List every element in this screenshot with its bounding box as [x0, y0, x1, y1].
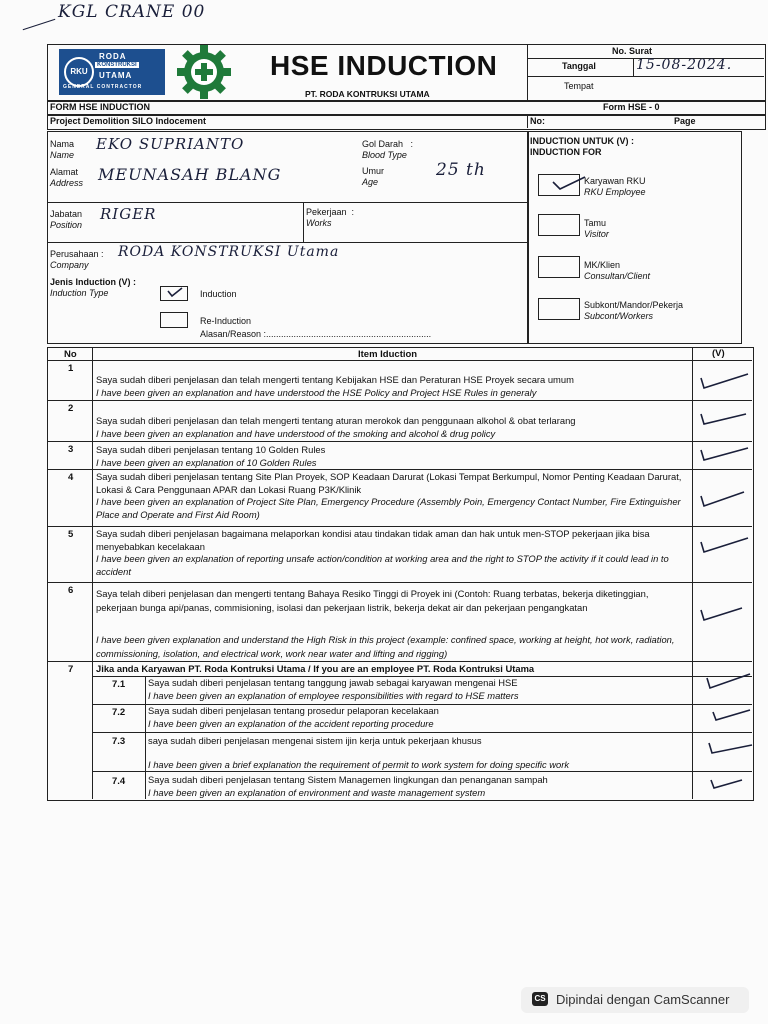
row-3-text: Saya sudah diberi penjelasan tentang 10 Golden Rules I have been given an explanation of 10 Golden Rules [96, 444, 326, 468]
row-2-check[interactable] [698, 408, 750, 430]
alamat-value: MEUNASAH BLANG [98, 165, 282, 184]
camscanner-text: Dipindai dengan CamScanner [556, 992, 730, 1007]
page-title: HSE INDUCTION [270, 50, 498, 81]
subrow-7-2-check[interactable] [710, 706, 762, 728]
row-1-no: 1 [68, 363, 74, 374]
subrow-7-2-text: Saya sudah diberi penjelasan tentang prosedur pelaporan kecelakaan I have been given an explanation of the accident reporting procedure [148, 705, 439, 729]
row-6-text-en: I have been given explanation and understand the High Risk in this project (example: confined space, working at height, hot work, radiation, commissioning, isolation, and electrical work, work near water and lifting and rigging) [96, 634, 675, 659]
col-no-header: No [64, 349, 77, 360]
umur-label: Umur Age [362, 166, 384, 187]
subrow-7-4-text: Saya sudah diberi penjelasan tentang Sistem Managemen lingkungan dan penanganan sampah I have been given an explanation of environment and waste management system [148, 774, 548, 798]
no-surat-label: No. Surat [612, 46, 653, 56]
subrow-7-4-no: 7.4 [112, 776, 126, 787]
logo-line-1: RODA [99, 52, 127, 61]
annotation-stroke [23, 19, 56, 30]
page-label: Page [674, 116, 696, 126]
tanggal-label: Tanggal [562, 61, 596, 71]
alasan-line: Alasan/Reason :.................................................................. [200, 329, 432, 339]
safety-gear-icon [170, 44, 238, 100]
camscanner-icon: CS [532, 992, 548, 1006]
row-5-no: 5 [68, 529, 74, 540]
umur-value: 25 th [436, 160, 486, 180]
logo-mark: RKU [64, 57, 94, 87]
pekerjaan-label: Pekerjaan : Works [306, 207, 355, 228]
reinduction-option-label: Re-Induction [200, 316, 252, 326]
row-3-no: 3 [68, 444, 74, 455]
row-4-text: Saya sudah diberi penjelasan tentang Site Plan Proyek, SOP Keadaan Darurat (Lokasi Tempat Berkumpul, Nomor Penting Keadaan Darurat, Lokasi & Cara Penggunaan APAR dan Lokasi Ruang P3K/Klinik I have been given an explanation of Project Site Plan, Emergency Procedure (Assembly Poin, Emergency Contact Number, Fire Extinguisher Place and Operate and First Aid Room) [96, 471, 682, 520]
induction-for-title: INDUCTION UNTUK (V) : INDUCTION FOR [530, 136, 634, 157]
row-6-no: 6 [68, 585, 74, 596]
no-label: No: [530, 116, 545, 126]
subrow-7-3-no: 7.3 [112, 736, 126, 747]
row-3-check[interactable] [698, 444, 750, 466]
logo-line-4: GENERAL CONTRACTOR [63, 84, 143, 90]
row-2-no: 2 [68, 403, 74, 414]
row-2-text: Saya sudah diberi penjelasan dan telah mengerti tentang aturan merokok dan penggunaan alkohol & obat terlarang I have been given an explanation and have understood of the smoking and alcohol & drug policy [96, 415, 576, 439]
row-4-check[interactable] [698, 490, 750, 512]
row-5-text: Saya sudah diberi penjelasan bagaimana melaporkan kondisi atau tindakan tidak aman dan hak untuk men-STOP pekerjaan jika bisa menyebabkan kecelakaan I have been given an explanation of reporting unsafe action/condition at working area and the right to STOP the activity if it could lead in to accident [96, 528, 669, 577]
form-code: Form HSE - 0 [603, 102, 660, 112]
subrow-7-4-check[interactable] [708, 774, 760, 796]
induction-option-label: Induction [200, 289, 237, 299]
karyawan-label: Karyawan RKU RKU Employee [584, 176, 646, 197]
row-6-check[interactable] [698, 604, 750, 626]
jenis-induction-label: Jenis Induction (V) : Induction Type [50, 277, 137, 298]
subrow-7-1-no: 7.1 [112, 679, 126, 690]
tamu-label: Tamu Visitor [584, 218, 609, 239]
gol-darah-label: Gol Darah : Blood Type [362, 139, 414, 160]
col-v-header: (V) [712, 348, 725, 359]
row-7-text: Jika anda Karyawan PT. Roda Kontruksi Utama / If you are an employee PT. Roda Kontruksi Utama [96, 663, 535, 674]
col-item-header: Item Iduction [358, 349, 418, 360]
logo-line-2: KONSTRUKSI [97, 62, 137, 68]
project-label: Project Demolition SILO Indocement [50, 116, 207, 126]
subrow-7-3-text-id: saya sudah diberi penjelasan mengenai sistem ijin kerja untuk pekerjaan khusus [148, 735, 482, 746]
subrow-7-3-text-en: I have been given a brief explanation the requirement of permit to work system for doing specific work [148, 759, 570, 770]
subkont-label: Subkont/Mandor/Pekerja Subcont/Workers [584, 300, 684, 321]
induction-check-mark [167, 285, 183, 304]
jabatan-value: RIGER [100, 205, 157, 223]
row-7-no: 7 [68, 664, 74, 675]
reinduction-checkbox[interactable] [160, 312, 188, 328]
perusahaan-value: RODA KONSTRUKSI Utama [118, 244, 340, 260]
jabatan-label: Jabatan Position [50, 209, 83, 230]
subrow-7-1-check[interactable] [704, 672, 756, 694]
subrow-7-3-check[interactable] [706, 737, 758, 759]
subrow-7-1-text: Saya sudah diberi penjelasan tentang tanggung jawab sebagai karyawan mengenai HSE I have been given an explanation of employee responsibilities with regard to HSE matters [148, 677, 519, 701]
subkont-checkbox[interactable] [538, 298, 580, 320]
karyawan-check-mark [552, 174, 586, 197]
company-name: PT. RODA KONTRUKSI UTAMA [305, 89, 430, 99]
row-1-check[interactable] [698, 372, 750, 394]
tanggal-value: 15-08-2024. [636, 57, 733, 73]
subrow-7-2-no: 7.2 [112, 707, 126, 718]
top-annotation: KGL CRANE 00 [58, 2, 206, 22]
row-5-check[interactable] [698, 536, 750, 558]
alamat-label: Alamat Address [50, 167, 84, 188]
tamu-checkbox[interactable] [538, 214, 580, 236]
nama-label: Nama Name [50, 139, 75, 160]
tempat-label: Tempat [564, 81, 594, 91]
row-4-no: 4 [68, 472, 74, 483]
company-logo [59, 49, 165, 95]
row-6-text-id: Saya telah diberi penjelasan dan mengerti tentang Bahaya Resiko Tinggi di Proyek ini (Contoh: Ruang terbatas, bekerja diketinggian, pekerjaan bunga api/panas, commisioning, isolasi dan pekerjaan listrik, bekerja dekat air dan pekerjaan pengangkatan [96, 588, 649, 613]
klien-checkbox[interactable] [538, 256, 580, 278]
logo-line-3: UTAMA [99, 71, 133, 80]
row-1-text: Saya sudah diberi penjelasan dan telah mengerti tentang Kebijakan HSE dan Peraturan HSE Proyek secara umum I have been given an explanation and have understood the HSE Policy and Project HSE Rules in generaly [96, 374, 574, 398]
perusahaan-label: Perusahaan : Company [50, 249, 104, 270]
nama-value: EKO SUPRIANTO [96, 135, 245, 153]
form-label: FORM HSE INDUCTION [50, 102, 150, 112]
klien-label: MK/Klien Consultan/Client [584, 260, 651, 281]
